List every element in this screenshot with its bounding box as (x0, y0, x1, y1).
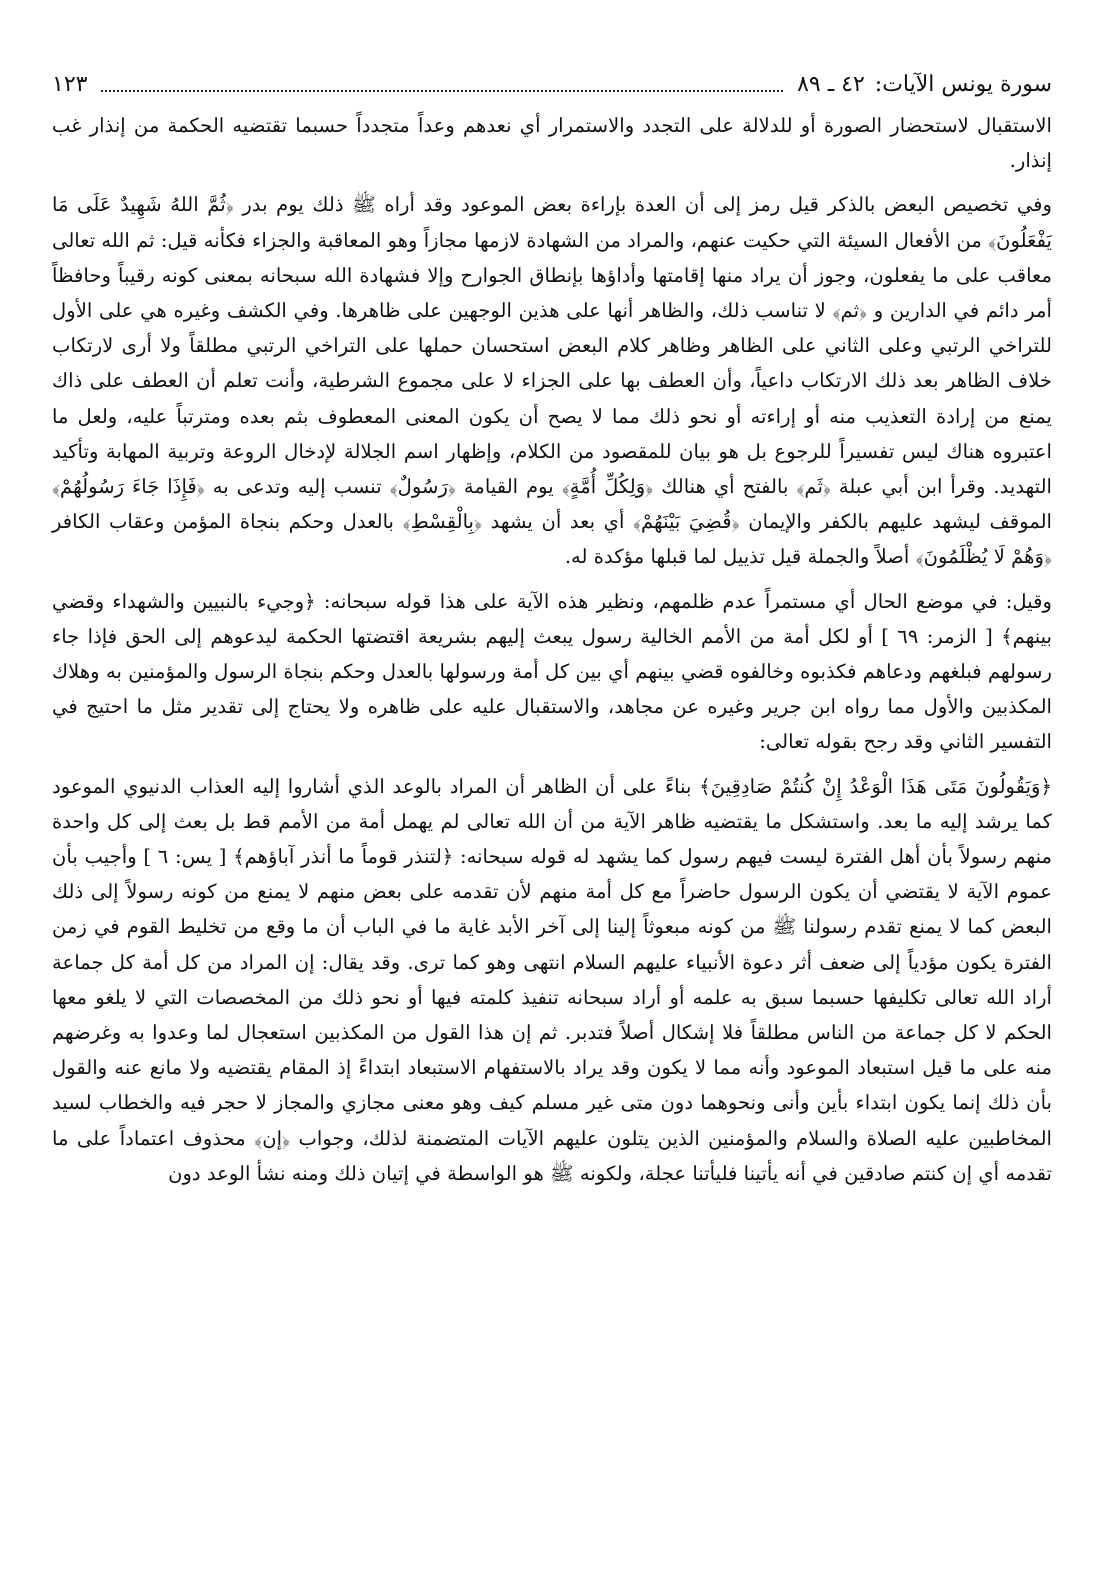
page (52, 62, 1052, 1552)
verse-range: ٤٢ ـ ٨٩ (797, 71, 865, 97)
leader-dots (101, 76, 783, 92)
running-header (52, 62, 1052, 106)
surah-title: سورة يونس الآيات: (874, 71, 1052, 97)
page-number: ١٢٣ (52, 71, 88, 97)
paragraph-4: ﴿وَيَقُولُونَ مَتَى هَذَا الْوَعْدُ إِنْ كُنتُمْ صَادِقِينَ﴾ بناءً على أن الظاهر أن المراد بالوعد الذي أشاروا إليه العذاب الدنيوي الموعود كما يرشد إليه ما بعد. واستشكل ما يقتضيه ظاهر الآية من أن الله تعالى لم يهمل أمة من الأمم قط بل بعث إلى كل واحدة منهم رسولاً بأن أهل الفترة ليست فيهم رسول كما يشهد له قوله سبحانه: ﴿لتنذر قوماً ما أنذر آباؤهم﴾ [ يس: ٦ ] وأجيب بأن عموم الآية لا يقتضي أن يكون الرسول حاضراً مع كل أمة منهم لأن تقدمه على بعض منهم لا يمنع من كونه رسولاً إلى ذلك البعض كما لا يمنع تقدم رسولنا ﷺ من كونه مبعوثاً إلينا إلى آخر الأبد غاية ما في الباب أن ما وقع من تخليط القوم في زمن الفترة يكون مؤدياً إلى ضعف أثر دعوة الأنبياء عليهم السلام انتهى وهو كما ترى. وقد يقال: إن المراد من كل أمة كل جماعة أراد الله تعالى تكليفها حسبما سبق به علمه أو أراد سبحانه تنفيذ كلمته فيها أو نحو ذلك من المخصصات التي لا يلغو معها الحكم لا كل جماعة من الناس مطلقاً فلا إشكال أصلاً فتدبر. ثم إن هذا القول من المكذبين استعجال لما وعدوا به وغرضهم منه على ما قيل استبعاد الموعود وأنه مما لا يكون وقد يراد بالاستفهام الاستبعاد ابتداءً إذ المقام يقتضيه ولا مانع عنه والقول بأن ذلك إنما يكون ابتداء بأين وأنى ونحوهما دون متى غير مسلم كيف وهو معنى مجازي والمجاز لا حجر فيه والخطاب لسيد المخاطبين عليه الصلاة والسلام والمؤمنين الذين يتلون عليهم الآيات المتضمنة لذلك، وجواب ﴿إن﴾ محذوف اعتماداً على ما تقدمه أي إن كنتم صادقين في أنه يأتينا فليأتنا عجلة، ولكونه ﷺ هو الواسطة في إتيان ذلك ومنه نشأ الوعد دون (52, 774, 1053, 1185)
paragraph-3: وقيل: في موضع الحال أي مستمراً عدم ظلمهم، ونظير هذه الآية على هذا قوله سبحانه: ﴿وجيء بالنبيين والشهداء وقضي بينهم﴾ [ الزمر: ٦٩ ] أو لكل أمة من الأمم الخالية رسول يبعث إليهم بشريعة اقتضتها الحكمة ليدعوهم إلى الحق فإذا جاء رسولهم فبلغهم ودعاهم فكذبوه وخالفوه قضي بينهم أي بين كل أمة ورسولها بالعدل وحكم بنجاة الرسول والمؤمنين به وهلاك المكذبين والأول مما رواه ابن جرير وغيره عن مجاهد، والاستقبال عليه على ظاهره ولا يحتاج إلى تقدير مثل ما احتيج في التفسير الثاني وقد رجح بقوله تعالى: (52, 589, 1052, 754)
paragraph-2: وفي تخصيص البعض بالذكر قيل رمز إلى أن العدة بإراءة بعض الموعود وقد أراه ﷺ ذلك يوم بدر ﴿ثُمَّ اللهُ شَهِيدٌ عَلَى مَا يَفْعَلُونَ﴾ من الأفعال السيئة التي حكيت عنهم، والمراد من الشهادة لازمها مجازاً وهو المعاقبة والجزاء فكأنه قيل: ثم الله تعالى معاقب على ما يفعلون، وجوز أن يراد منها إقامتها وأداؤها بإنطاق الجوارح وإلا فشهادة الله سبحانه بمعنى كونه رقيباً وحافظاً أمر دائم في الدارين و ﴿ثم﴾ لا تناسب ذلك، والظاهر أنها على هذين الوجهين على ظاهرها. وفي الكشف وغيره هي على الأول للتراخي الرتبي وعلى الثاني على الظاهر وظاهر كلام البعض استحسان حملها على التراخي الرتبي مطلقاً ولا أرى لارتكاب خلاف الظاهر بعد ذلك الارتكاب داعياً، وأن العطف بها على الجزاء لا على مجموع الشرطية، وأنت تعلم أن العطف على ذاك يمنع من إرادة التعذيب منه أو إراءته أو نحو ذلك مما لا يصح أن يكون المعنى المعطوف بثم بعده ومترتباً عليه، ولعل ما اعتبروه هناك ليس تفسيراً للرجوع بل هو بيان للمقصود من الكلام، وإظهار اسم الجلالة لإدخال الروعة وتربية المهابة وتأكيد التهديد. وقرأ ابن أبي عبلة ﴿ثَم﴾ بالفتح أي هنالك ﴿وَلِكُلِّ أُمَّةٍ﴾ يوم القيامة ﴿رَسُولٌ﴾ تنسب إليه وتدعى به ﴿فَإِذَا جَاءَ رَسُولُهُمْ﴾ الموقف ليشهد عليهم بالكفر والإيمان ﴿قُضِيَ بَيْنَهُمْ﴾ أي بعد أن يشهد ﴿بِالْقِسْطِ﴾ بالعدل وحكم بنجاة المؤمن وعقاب الكافر ﴿وَهُمْ لَا يُظْلَمُونَ﴾ أصلاً والجملة قيل تذييل لما قبلها مؤكدة له. (52, 193, 1052, 569)
paragraph-1: الاستقبال لاستحضار الصورة أو للدلالة على التجدد والاستمرار أي نعدهم وعداً متجدداً حسبما تقتضيه الحكمة من إنذار غب إنذار. (52, 114, 1052, 173)
